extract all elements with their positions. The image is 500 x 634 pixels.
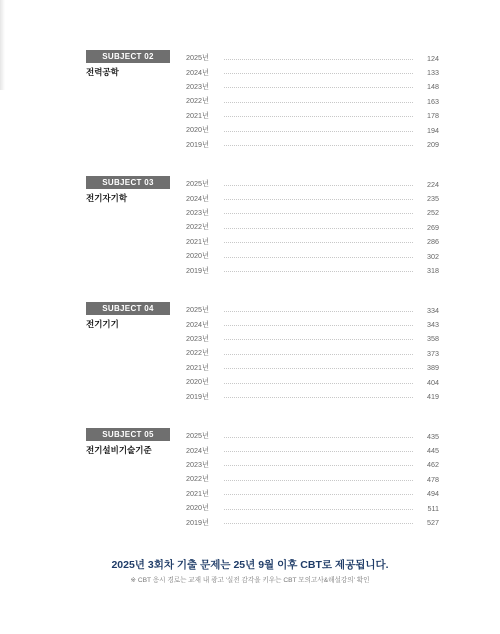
toc-row[interactable] xyxy=(186,458,439,472)
toc-row[interactable] xyxy=(186,80,439,94)
dot-leader xyxy=(224,339,413,340)
toc-year: 2022년 xyxy=(186,96,209,106)
dot-leader xyxy=(224,368,413,369)
toc-row[interactable] xyxy=(186,443,439,457)
toc-year: 2022년 xyxy=(186,348,209,358)
toc-row[interactable] xyxy=(186,249,439,263)
toc-row[interactable] xyxy=(186,94,439,108)
toc-row[interactable] xyxy=(186,123,439,137)
toc-year: 2025년 xyxy=(186,53,209,63)
toc-page: 124 xyxy=(427,53,439,63)
cbt-notice: 2025년 3회차 기출 문제는 25년 9월 이후 CBT로 제공됩니다. xyxy=(111,559,389,571)
toc-page: 435 xyxy=(427,431,439,441)
toc-list xyxy=(186,429,439,530)
toc-year: 2019년 xyxy=(186,265,209,275)
toc-year: 2024년 xyxy=(186,67,209,77)
dot-leader xyxy=(224,242,413,243)
toc-row[interactable] xyxy=(186,235,439,249)
dot-leader xyxy=(224,325,413,326)
subject-badge: SUBJECT 04 xyxy=(86,302,170,315)
toc-year: 2024년 xyxy=(186,193,209,203)
toc-list xyxy=(186,303,439,404)
dot-leader xyxy=(224,257,413,258)
toc-row[interactable] xyxy=(186,177,439,191)
subject-title: 전력공학 xyxy=(86,67,119,77)
toc-page: 462 xyxy=(427,460,439,470)
toc-year: 2021년 xyxy=(186,488,209,498)
dot-leader xyxy=(224,383,413,384)
dot-leader xyxy=(224,131,413,132)
toc-year: 2020년 xyxy=(186,251,209,261)
dot-leader xyxy=(224,199,413,200)
toc-year: 2025년 xyxy=(186,431,209,441)
toc-row[interactable] xyxy=(186,109,439,123)
toc-year: 2019년 xyxy=(186,391,209,401)
toc-year: 2020년 xyxy=(186,125,209,135)
toc-row[interactable] xyxy=(186,206,439,220)
toc-page: 235 xyxy=(427,194,439,204)
toc-page: 445 xyxy=(427,446,439,456)
toc-list xyxy=(186,51,439,152)
toc-row[interactable] xyxy=(186,220,439,234)
toc-row[interactable] xyxy=(186,487,439,501)
toc-page: 511 xyxy=(427,503,439,513)
toc-page: 209 xyxy=(427,140,439,150)
subject-badge: SUBJECT 05 xyxy=(86,428,170,441)
dot-leader xyxy=(224,480,413,481)
toc-year: 2023년 xyxy=(186,81,209,91)
toc-page: 358 xyxy=(427,334,439,344)
dot-leader xyxy=(224,116,413,117)
toc-row[interactable] xyxy=(186,332,439,346)
page-edge-shadow xyxy=(0,0,5,90)
toc-year: 2020년 xyxy=(186,503,209,513)
toc-page: 194 xyxy=(427,125,439,135)
toc-list xyxy=(186,177,439,278)
toc-year: 2023년 xyxy=(186,333,209,343)
dot-leader xyxy=(224,494,413,495)
toc-year: 2021년 xyxy=(186,110,209,120)
toc-page: 334 xyxy=(427,305,439,315)
toc-year: 2020년 xyxy=(186,377,209,387)
dot-leader xyxy=(224,185,413,186)
toc-row[interactable] xyxy=(186,501,439,515)
toc-year: 2022년 xyxy=(186,474,209,484)
toc-page: 224 xyxy=(427,179,439,189)
toc-page: 478 xyxy=(427,474,439,484)
toc-row[interactable] xyxy=(186,361,439,375)
toc-page: 148 xyxy=(427,82,439,92)
toc-page: 302 xyxy=(427,251,439,261)
toc-page: 163 xyxy=(427,96,439,106)
toc-year: 2024년 xyxy=(186,319,209,329)
toc-year: 2021년 xyxy=(186,362,209,372)
toc-page: 527 xyxy=(427,518,439,528)
subject-badge: SUBJECT 03 xyxy=(86,176,170,189)
toc-row[interactable] xyxy=(186,375,439,389)
toc-row[interactable] xyxy=(186,472,439,486)
toc-row[interactable] xyxy=(186,51,439,65)
dot-leader xyxy=(224,87,413,88)
dot-leader xyxy=(224,354,413,355)
toc-page: 389 xyxy=(427,363,439,373)
dot-leader xyxy=(224,59,413,60)
toc-row[interactable] xyxy=(186,137,439,151)
toc-row[interactable] xyxy=(186,317,439,331)
toc-year: 2023년 xyxy=(186,459,209,469)
dot-leader xyxy=(224,523,413,524)
dot-leader xyxy=(224,228,413,229)
toc-row[interactable] xyxy=(186,346,439,360)
toc-page: 133 xyxy=(427,68,439,78)
toc-row[interactable] xyxy=(186,429,439,443)
toc-page: 373 xyxy=(427,348,439,358)
toc-year: 2025년 xyxy=(186,305,209,315)
toc-year: 2019년 xyxy=(186,139,209,149)
dot-leader xyxy=(224,102,413,103)
dot-leader xyxy=(224,311,413,312)
toc-year: 2021년 xyxy=(186,236,209,246)
toc-row[interactable] xyxy=(186,389,439,403)
toc-page: 252 xyxy=(427,208,439,218)
dot-leader xyxy=(224,213,413,214)
toc-page: 419 xyxy=(427,392,439,402)
dot-leader xyxy=(224,73,413,74)
toc-row[interactable] xyxy=(186,263,439,277)
toc-page: 286 xyxy=(427,237,439,247)
toc-page: 269 xyxy=(427,222,439,232)
toc-year: 2025년 xyxy=(186,179,209,189)
toc-row[interactable] xyxy=(186,515,439,529)
toc-page: 343 xyxy=(427,320,439,330)
subject-title: 전기기기 xyxy=(86,319,119,329)
toc-row[interactable] xyxy=(186,303,439,317)
toc-year: 2024년 xyxy=(186,445,209,455)
toc-page: 178 xyxy=(427,111,439,121)
toc-row[interactable] xyxy=(186,65,439,79)
toc-year: 2022년 xyxy=(186,222,209,232)
dot-leader xyxy=(224,437,413,438)
dot-leader xyxy=(224,271,413,272)
toc-page: 318 xyxy=(427,266,439,276)
toc-row[interactable] xyxy=(186,191,439,205)
toc-year: 2019년 xyxy=(186,517,209,527)
toc-page: 404 xyxy=(427,377,439,387)
dot-leader xyxy=(224,509,413,510)
subject-title: 전기자기학 xyxy=(86,193,128,203)
subject-badge: SUBJECT 02 xyxy=(86,50,170,63)
dot-leader xyxy=(224,397,413,398)
dot-leader xyxy=(224,145,413,146)
toc-year: 2023년 xyxy=(186,207,209,217)
dot-leader xyxy=(224,465,413,466)
dot-leader xyxy=(224,451,413,452)
cbt-note: ※ CBT 응시 경로는 교재 내 광고 '실전 감각을 키우는 CBT 모의고사&해설강의' 확인 xyxy=(130,577,370,584)
subject-title: 전기설비기술기준 xyxy=(86,445,152,455)
toc-page: 494 xyxy=(427,489,439,499)
